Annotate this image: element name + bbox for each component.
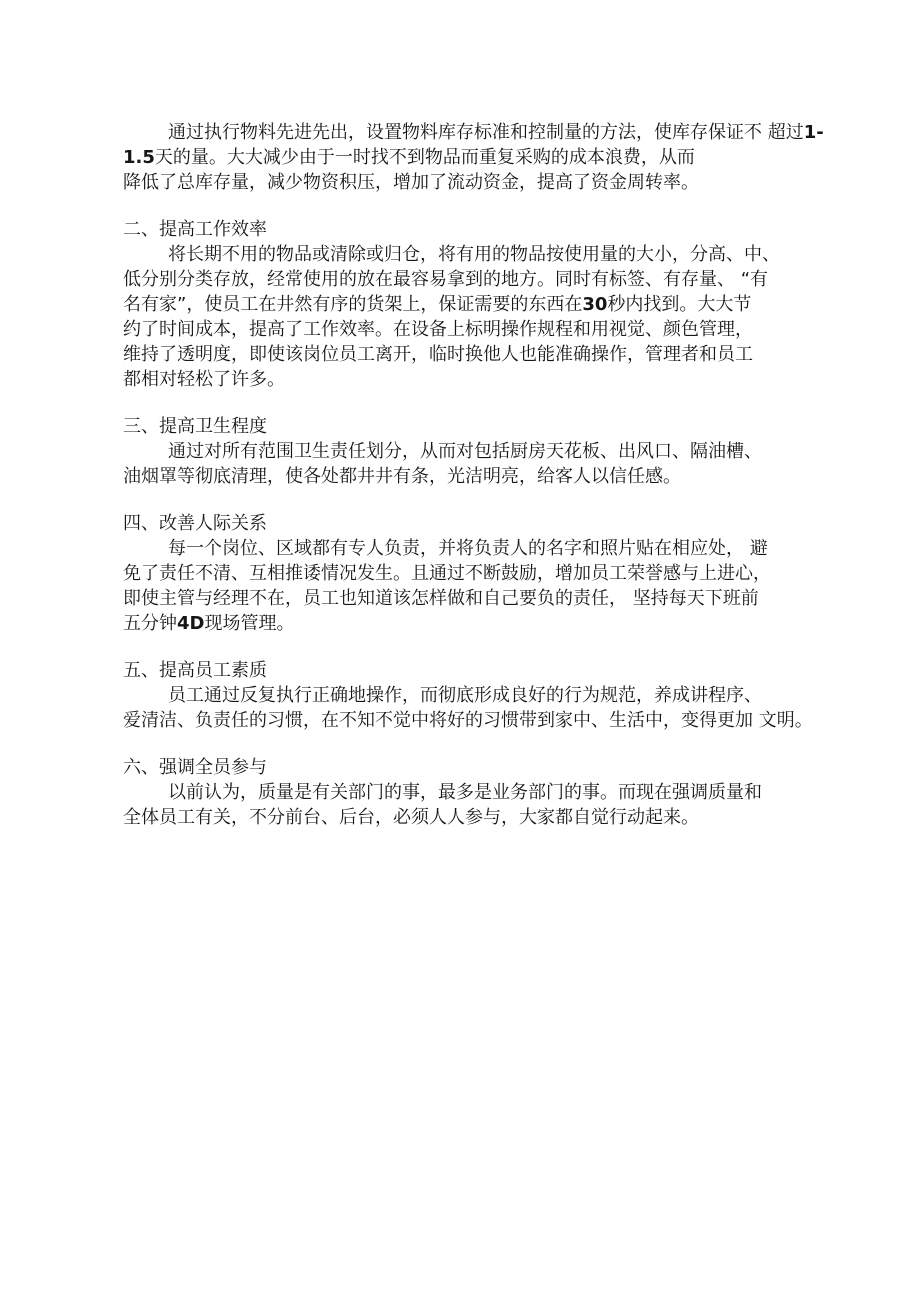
text-line	[123, 683, 813, 708]
section	[123, 120, 824, 195]
text-segment: 员工通过反复执行正确地操作，而彻底形成良好的行为规范，养成讲程序、	[168, 685, 762, 706]
text-line	[123, 536, 813, 561]
bold-text-segment: 30	[582, 294, 608, 315]
text-line	[123, 805, 813, 830]
bold-text-segment: 4D	[177, 613, 205, 634]
text-line	[123, 780, 813, 805]
section	[123, 511, 813, 636]
text-line	[123, 267, 813, 292]
section-heading: 五、提高员工素质	[123, 660, 267, 681]
text-line	[123, 561, 813, 586]
text-line	[123, 317, 813, 342]
text-segment: 约了时间成本，提高了工作效率。在设备上标明操作规程和用视觉、颜色管理，	[123, 319, 753, 340]
text-segment: 五分钟	[123, 613, 177, 634]
text-segment: 名有家”，使员工在井然有序的货架上，保证需要的东西在	[123, 294, 583, 315]
text-segment: 通过对所有范围卫生责任划分，从而对包括厨房天花板、出风口、隔油槽、	[168, 441, 762, 462]
text-segment: 全体员工有关，不分前台、后台，必须人人参与，大家都自觉行动起来。	[123, 807, 699, 828]
section	[123, 755, 813, 830]
text-segment: 天的量。大大减少由于一时找不到物品而重复采购的成本浪费，从而	[154, 147, 695, 168]
document-body	[123, 120, 824, 830]
text-segment: 免了责任不清、互相推诿情况发生。且通过不断鼓励，增加员工荣誉感与上进心，	[123, 563, 771, 584]
text-line	[123, 292, 813, 317]
text-segment: 每一个岗位、区域都有专人负责，并将负责人的名字和照片贴在相应处， 避	[168, 538, 768, 559]
text-line	[123, 242, 813, 267]
text-segment: 维持了透明度，即使该岗位员工离开，临时换他人也能准确操作，管理者和员工	[123, 344, 753, 365]
text-segment: 将长期不用的物品或清除或归仓，将有用的物品按使用量的大小，分高、中、	[168, 244, 780, 265]
text-segment: 降低了总库存量，减少物资积压，增加了流动资金，提高了资金周转率。	[123, 172, 699, 193]
text-segment: 低分别分类存放，经常使用的放在最容易拿到的地方。同时有标签、有存量、 “有	[123, 269, 769, 290]
text-segment: 即使主管与经理不在，员工也知道该怎样做和自己要负的责任， 坚持每天下班前	[123, 588, 759, 609]
text-segment: 秒内找到。大大节	[607, 294, 752, 315]
text-line	[123, 586, 813, 611]
text-segment: 通过执行物料先进先出，设置物料库存标准和控制量的方法，使库存保证不 超过	[168, 122, 804, 143]
text-line	[123, 611, 813, 636]
bold-text-segment: 1-	[803, 122, 824, 143]
section	[123, 217, 813, 392]
text-line	[123, 464, 813, 489]
section-heading: 六、强调全员参与	[123, 757, 267, 778]
text-line	[123, 439, 813, 464]
section-heading: 二、提高工作效率	[123, 219, 267, 240]
text-segment: 以前认为，质量是有关部门的事，最多是业务部门的事。而现在强调质量和	[168, 782, 762, 803]
section	[123, 414, 813, 489]
text-line	[123, 708, 813, 733]
text-segment: 油烟罩等彻底清理，使各处都井井有条，光洁明亮，给客人以信任感。	[123, 466, 681, 487]
bold-text-segment: 1.5	[123, 147, 155, 168]
section-heading: 四、改善人际关系	[123, 513, 267, 534]
text-segment: 现场管理。	[204, 613, 295, 634]
section-heading: 三、提高卫生程度	[123, 416, 267, 437]
text-segment: 爱清洁、负责任的习惯，在不知不觉中将好的习惯带到家中、生活中，变得更加 文明。	[123, 710, 813, 731]
text-segment: 都相对轻松了许多。	[123, 369, 285, 390]
text-line	[123, 145, 813, 170]
text-line	[123, 367, 813, 392]
text-line	[123, 170, 813, 195]
text-line	[123, 120, 824, 145]
section	[123, 658, 813, 733]
text-line	[123, 342, 813, 367]
